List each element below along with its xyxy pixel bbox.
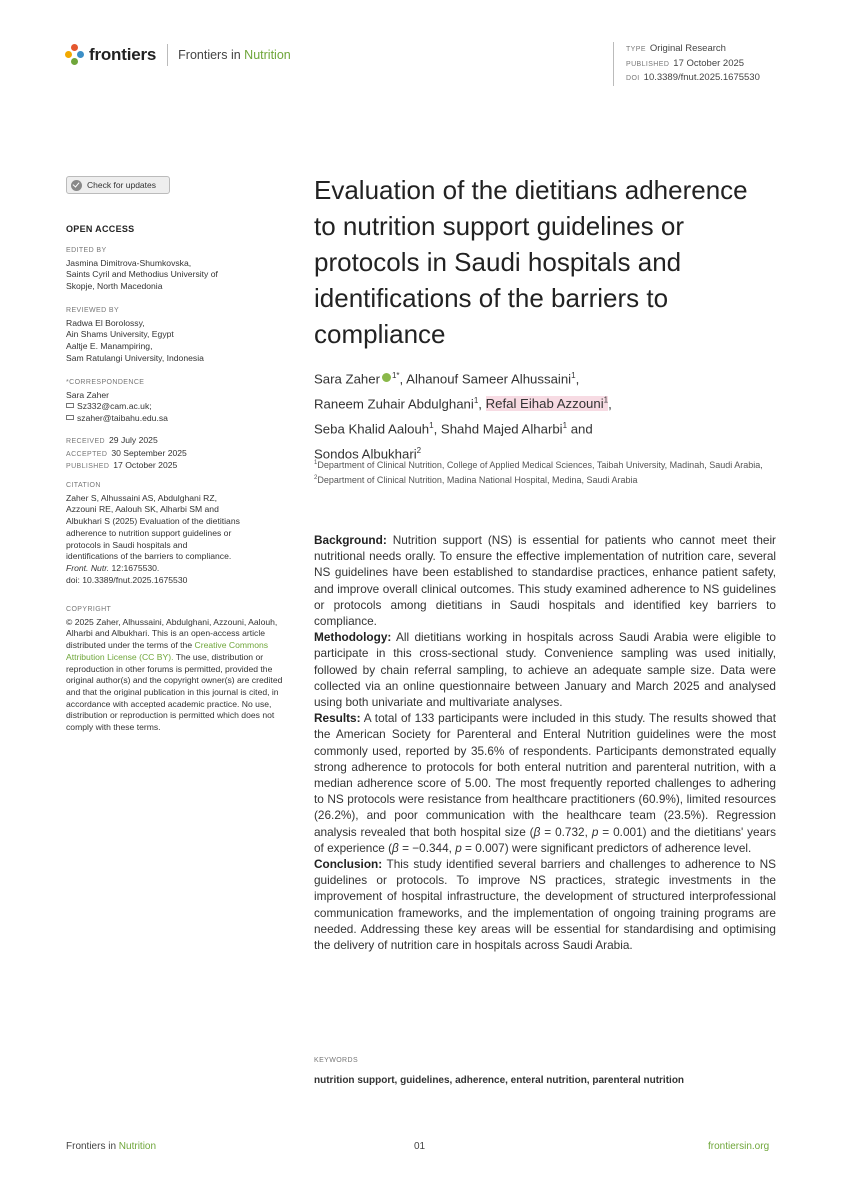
logo-divider	[167, 44, 168, 66]
article-meta: TYPE Original Research PUBLISHED 17 October 2025 DOI 10.3389/fnut.2025.1675530	[613, 42, 760, 86]
abstract-methodology: Methodology: All dietitians working in hospitals across Saudi Arabia were eligible to participate in this cross-sectional study. Convenience sampling was used initially, followed by chain referral sampling, to achieve an adequate sample size. Data were collected via an online questionnaire between January and March 2025 and analysed using both univariate and multivariate analyses.	[314, 630, 776, 710]
keywords: nutrition support, guidelines, adherence, enteral nutrition, parenteral nutrition	[314, 1075, 685, 1086]
abstract-results: Results: A total of 133 participants were included in this study. The results showed that the American Society for Parenteral and Enteral Nutrition guidelines were the most commonly used, reported by 35.6% of respondents. Participants demonstrated equally strong adherence to protocols for both enteral nutrition and parenteral nutrition, with a median adherence score of 5.00. The most frequently reported challenges to adhering to NS protocols were resistance from healthcare practitioners (60.9%), limited resources (26.2%), and poor communication with the healthcare team (23.5%). Regression analysis revealed that both hospital size (β = 0.732, p = 0.001) and the dietitians' years of experience (β = −0.344, p = 0.007) were significant predictors of adherence level.	[314, 711, 776, 855]
author-4-highlighted: Refal Eihab Azzouni$^1$	[485, 395, 609, 412]
email-link-1[interactable]: Sz332@cam.ac.uk;	[77, 401, 152, 412]
author-2[interactable]: Alhanouf Sameer Alhussaini	[406, 371, 572, 387]
author-1[interactable]: Sara Zaher	[314, 371, 380, 387]
logo-wordmark: frontiers	[89, 45, 157, 64]
email-link-2[interactable]: szaher@taibahu.edu.sa	[77, 413, 168, 424]
published-date: 17 October 2025	[673, 57, 745, 69]
envelope-icon	[66, 415, 74, 421]
keywords-label: KEYWORDS	[314, 1057, 359, 1064]
orcid-icon[interactable]	[382, 373, 391, 382]
reviewed-by-section: REVIEWED BY Radwa El Borolossy, Ain Shams University, Egypt Aaltje E. Manampiring, Sam Ratulangi University, Indonesia	[66, 307, 204, 363]
journal-logo[interactable]	[65, 44, 291, 66]
abstract-background: Background: Nutrition support (NS) is essential for patients who cannot meet their nutritional needs orally. To ensure the effective implementation of nutrition care, several NS guidelines have been established to standardise practices, enhance patient safety, and improve overall clinical outcomes. This study examined adherence to NS guidelines or protocols among dietitians in Saudi hospitals and identified key barriers to compliance.	[314, 533, 776, 629]
abstract-conclusion: Conclusion: This study identified several barriers and challenges to adherence to NS guidelines or protocols. To improve NS practices, strategic investments in the improvement of hospital infrastructure, the development of structured interprofessional communication frameworks, and the implementation of ongoing training programs are needed. Addressing these key areas will be essential for standardising and optimising the delivery of nutrition care in hospitals across Saudi Arabia.	[314, 857, 776, 953]
footer-journal: Frontiers in Nutrition	[66, 1141, 157, 1152]
frontiers-logo-icon	[65, 44, 85, 66]
citation-doi[interactable]: doi: 10.3389/fnut.2025.1675530	[66, 574, 188, 585]
affiliations: $^1$Department of Clinical Nutrition, College of Applied Medical Sciences, Taibah University, Madinah, Saudi Arabia, $^2$Department of Clinical Nutrition, Madina National Hospital, Medina, Saudi Arabia	[314, 460, 763, 485]
footer-site-link[interactable]: frontiersin.org	[708, 1141, 770, 1152]
open-access-label: OPEN ACCESS	[66, 224, 135, 234]
check-icon	[71, 180, 82, 191]
copyright-section: COPYRIGHT © 2025 Zaher, Alhussaini, Abdulghani, Azzouni, Aalouh, Alharbi and Albukhari. This is an open-access article distributed under the terms of the Creative Commons Attribution License (CC BY). The use, distribution or reproduction in other forums is permitted, provided the original author(s) and the copyright owner(s) are credited and that the original publication in this journal is cited, in accordance with accepted academic practice. No use, distribution or reproduction is permitted which does not comply with these terms.	[66, 606, 283, 733]
page-number: 01	[414, 1141, 426, 1152]
journal-name: Frontiers in Nutrition	[178, 48, 291, 62]
doi-link[interactable]: 10.3389/fnut.2025.1675530	[643, 72, 760, 83]
author-3[interactable]: Raneem Zuhair Abdulghani	[314, 396, 474, 412]
cc-by-license-link[interactable]: Creative Commons Attribution License (CC BY).	[66, 640, 269, 662]
article-title: Evaluation of the dietitians adherence to nutrition support guidelines or protocols in Saudi hospitals and identifications of the barriers to compliance	[314, 175, 748, 349]
correspondence-section: *CORRESPONDENCE Sara Zaher Sz332@cam.ac.uk; szaher@taibahu.edu.sa	[66, 379, 168, 424]
author-7[interactable]: Sondos Albukhari	[314, 446, 417, 462]
author-list: Sara Zaher $^{1*}$, Alhanouf Sameer Alhussaini$^1$, Raneem Zuhair Abdulghani$^1$, Refal Eihab Azzouni$^1$, Seba Khalid Aalouh$^1$, Shahd Majed Alharbi$^1$ and Sondos Albukhari$^2$	[314, 371, 612, 462]
edited-by-section: EDITED BY Jasmina Dimitrova-Shumkovska, Saints Cyril and Methodius University of Skopje, North Macedonia	[66, 247, 218, 292]
author-6[interactable]: Shahd Majed Alharbi	[440, 421, 563, 437]
abstract	[314, 532, 776, 953]
article-type: Original Research	[649, 43, 726, 54]
dates-section: RECEIVED 29 July 2025 ACCEPTED 30 September 2025 PUBLISHED 17 October 2025	[66, 435, 187, 471]
author-5[interactable]: Seba Khalid Aalouh	[314, 421, 430, 437]
check-updates-button[interactable]: Check for updates	[66, 176, 170, 194]
citation-section: CITATION Zaher S, Alhussaini AS, Abdulghani RZ, Azzouni RE, Aalouh SK, Alharbi SM and Albukhari S (2025) Evaluation of the dietitians adherence to nutrition support guidelines or protocols in Saudi hospitals and identifications of the barriers to compliance. Front. Nutr. 12:1675530. doi: 10.3389/fnut.2025.1675530	[66, 480, 284, 586]
envelope-icon	[66, 403, 74, 409]
